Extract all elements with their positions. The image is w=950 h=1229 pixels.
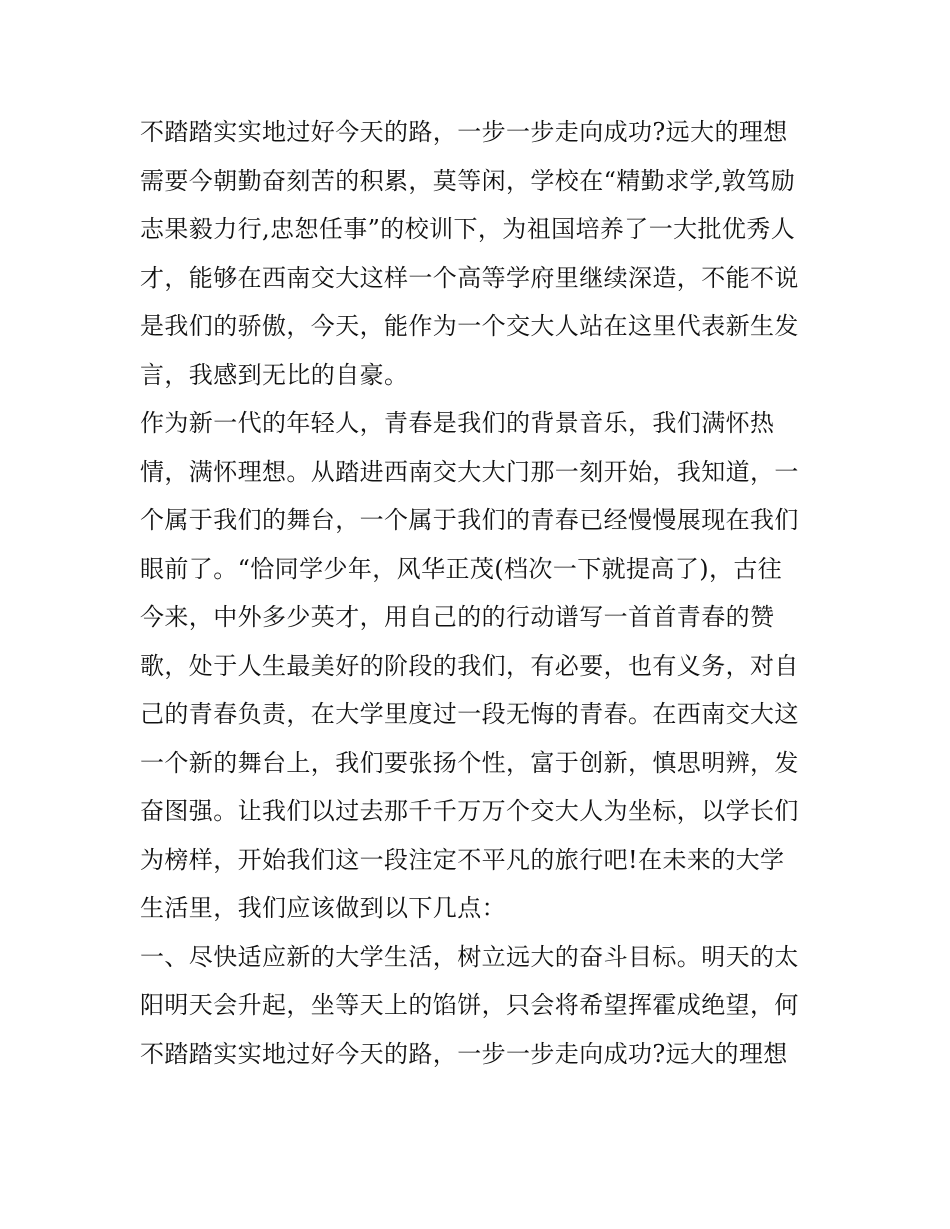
- text-line: 是我们的骄傲，今天，能作为一个交大人站在这里代表新生发: [140, 312, 799, 340]
- text-line: 歌，处于人生最美好的阶段的我们，有必要，也有义务，对自: [140, 651, 799, 680]
- text-line: 为榜样，开始我们这一段注定不平凡的旅行吧!在未来的大学: [140, 845, 785, 874]
- text-line: 志果毅力行,忠恕任事”的校训下，为祖国培养了一大批优秀人: [140, 215, 796, 243]
- text-line: 己的青春负责，在大学里度过一段无悔的青春。在西南交大这: [140, 700, 799, 728]
- text-line: 一个新的舞台上，我们要张扬个性，富于创新，慎思明辨，发: [140, 748, 799, 777]
- text-line: 需要今朝勤奋刻苦的积累，莫等闲，学校在“精勤求学,敦笃励: [140, 166, 796, 195]
- text-line: 阳明天会升起，坐等天上的馅饼，只会将希望挥霍成绝望，何: [140, 991, 799, 1019]
- text-line: 作为新一代的年轻人，青春是我们的背景音乐，我们满怀热: [140, 409, 775, 437]
- text-line: 一、尽快适应新的大学生活，树立远大的奋斗目标。明天的太: [140, 942, 799, 971]
- text-line: 不踏踏实实地过好今天的路，一步一步走向成功?远大的理想: [140, 118, 788, 146]
- text-line: 情，满怀理想。从踏进西南交大大门那一刻开始，我知道，一: [140, 457, 799, 486]
- text-line: 生活里，我们应该做到以下几点：: [140, 894, 506, 922]
- text-line: 言，我感到无比的自豪。: [140, 360, 409, 389]
- body-text: [140, 108, 820, 1078]
- text-line: 眼前了。“恰同学少年，风华正茂(档次一下就提高了)，古往: [140, 554, 783, 583]
- text-line: 才，能够在西南交大这样一个高等学府里继续深造，不能不说: [140, 263, 799, 292]
- text-line: 不踏踏实实地过好今天的路，一步一步走向成功?远大的理想: [140, 1039, 788, 1068]
- text-line: 个属于我们的舞台，一个属于我们的青春已经慢慢展现在我们: [140, 506, 799, 534]
- text-line: 今来，中外多少英才，用自己的的行动谱写一首首青春的赞: [140, 603, 775, 631]
- text-line: 奋图强。让我们以过去那千千万万个交大人为坐标，以学长们: [140, 797, 799, 825]
